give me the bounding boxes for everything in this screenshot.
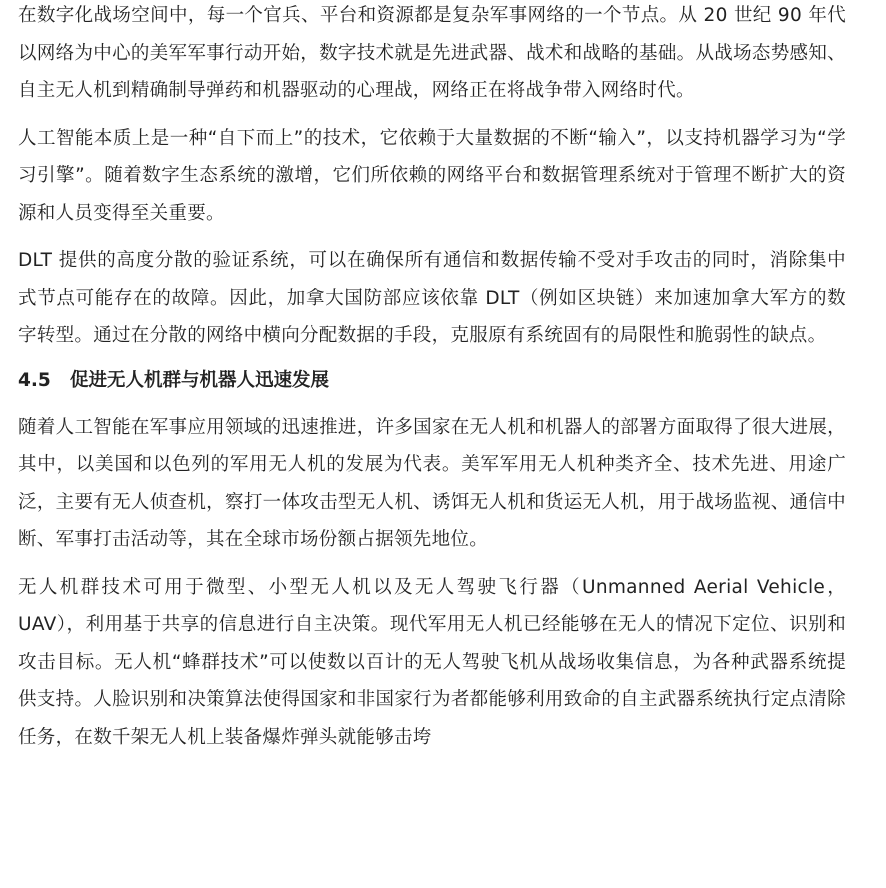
section-number: 4.5 (18, 369, 51, 391)
section-heading (18, 365, 846, 397)
paragraph-dlt: DLT 提供的高度分散的验证系统，可以在确保所有通信和数据传输不受对手攻击的同时，消除集中式节点可能存在的故障。因此，加拿大国防部应该依靠 DLT（例如区块链）来加速加拿大军方的数字转型。通过在分散的网络中横向分配数据的手段，克服原有系统固有的局限性和脆弱性的缺点。 (18, 250, 846, 346)
paragraph-uav-progress: 随着人工智能在军事应用领域的迅速推进，许多国家在无人机和机器人的部署方面取得了很大进展，其中，以美国和以色列的军用无人机的发展为代表。美军军用无人机种类齐全、技术先进、用途广泛，主要有无人侦查机，察打一体攻击型无人机、诱饵无人机和货运无人机，用于战场监视、通信中断、军事打击活动等，其在全球市场份额占据领先地位。 (18, 416, 846, 550)
paragraph-digital-battlespace: 在数字化战场空间中，每一个官兵、平台和资源都是复杂军事网络的一个节点。从 20 世纪 90 年代以网络为中心的美军军事行动开始，数字技术就是先进武器、战术和战略的基础。从战场态势感知、自主无人机到精确制导弹药和机器驱动的心理战，网络正在将战争带入网络时代。 (18, 5, 846, 101)
paragraph-ai-bottom-up: 人工智能本质上是一种“自下而上”的技术，它依赖于大量数据的不断“输入”，以支持机器学习为“学习引擎”。随着数字生态系统的激增，它们所依赖的网络平台和数据管理系统对于管理不断扩大的资源和人员变得至关重要。 (18, 127, 846, 224)
paragraph-uav-swarm: 无人机群技术可用于微型、小型无人机以及无人驾驶飞行器（Unmanned Aerial Vehicle，UAV），利用基于共享的信息进行自主决策。现代军用无人机已经能够在无人的情况下定位、识别和攻击目标。无人机“蜂群技术”可以使数以百计的无人驾驶飞机从战场收集信息，为各种武器系统提供支持。人脸识别和决策算法使得国家和非国家行为者都能够利用致命的自主武器系统执行定点清除任务，在数千架无人机上装备爆炸弹头就能够击垮 (18, 576, 846, 748)
article-body (18, 0, 846, 766)
section-title: 促进无人机群与机器人迅速发展 (70, 369, 330, 391)
